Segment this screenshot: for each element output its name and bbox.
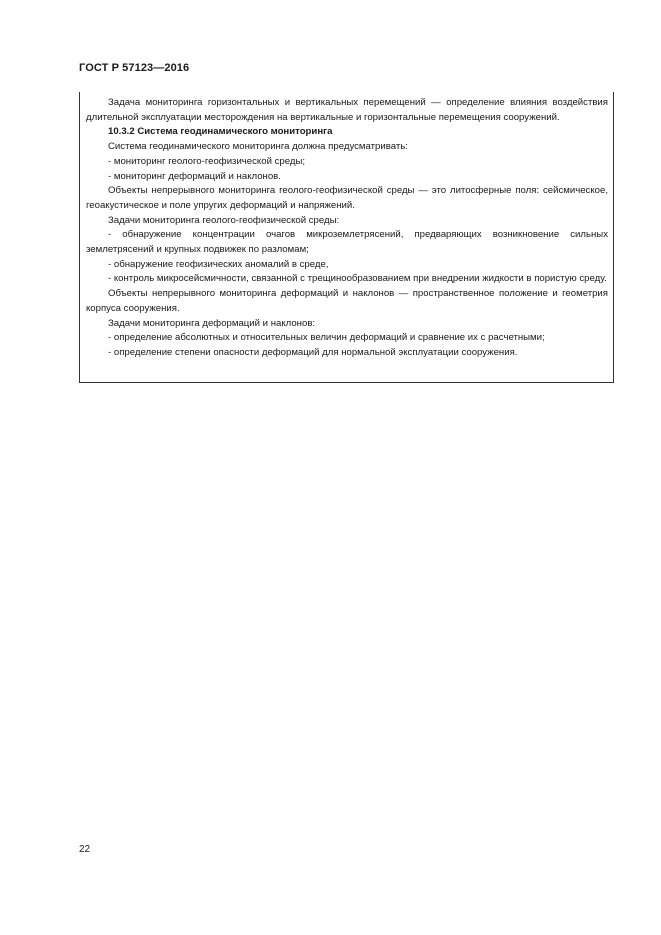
page-number: 22 [79, 844, 91, 855]
list-item: - мониторинг деформаций и наклонов. [108, 170, 281, 182]
list-item: - определение степени опасности деформаций для нормальной эксплуатации сооружения. [108, 346, 518, 358]
paragraph-purpose-displacement: Задача мониторинга горизонтальных и вертикальных перемещений — определение влияния воздействия длительной эксплуатации месторождения на вертикальные и горизонтальные перемещения сооружений. [86, 97, 608, 123]
paragraph-system-intro: Система геодинамического мониторинга должна предусматривать: [108, 141, 408, 153]
paragraph-deformation-objects: Объекты непрерывного мониторинга деформаций и наклонов — пространственное положение и геометрия корпуса сооружения. [86, 288, 608, 314]
list-item: - обнаружение концентрации очагов микроземлетрясений, предваряющих возникновение сильных землетрясений и крупных подвижек по разломам; [86, 229, 608, 256]
list-item: - обнаружение геофизических аномалий в среде, [108, 258, 329, 270]
paragraph-geo-tasks: Задачи мониторинга геолого-геофизической среды: [108, 214, 340, 226]
list-item: - мониторинг геолого-геофизической среды; [108, 155, 306, 167]
list-item: - контроль микросейсмичности, связанной с трещинообразованием при внедрении жидкости в пористую среду. [108, 273, 607, 285]
paragraph-deformation-tasks: Задачи мониторинга деформаций и наклонов: [108, 317, 316, 329]
section-heading: 10.3.2 Система геодинамического мониторинга [108, 126, 333, 138]
list-item: - определение абсолютных и относительных величин деформаций и сравнение их с расчетными; [108, 332, 545, 344]
document-header: ГОСТ Р 57123—2016 [79, 62, 190, 74]
document-body [86, 96, 608, 361]
paragraph-geo-objects: Объекты непрерывного мониторинга геолого-геофизической среды — это литосферные поля: сейсмическое, геоакустическое и поле упругих деформаций и напряжений. [86, 185, 608, 211]
